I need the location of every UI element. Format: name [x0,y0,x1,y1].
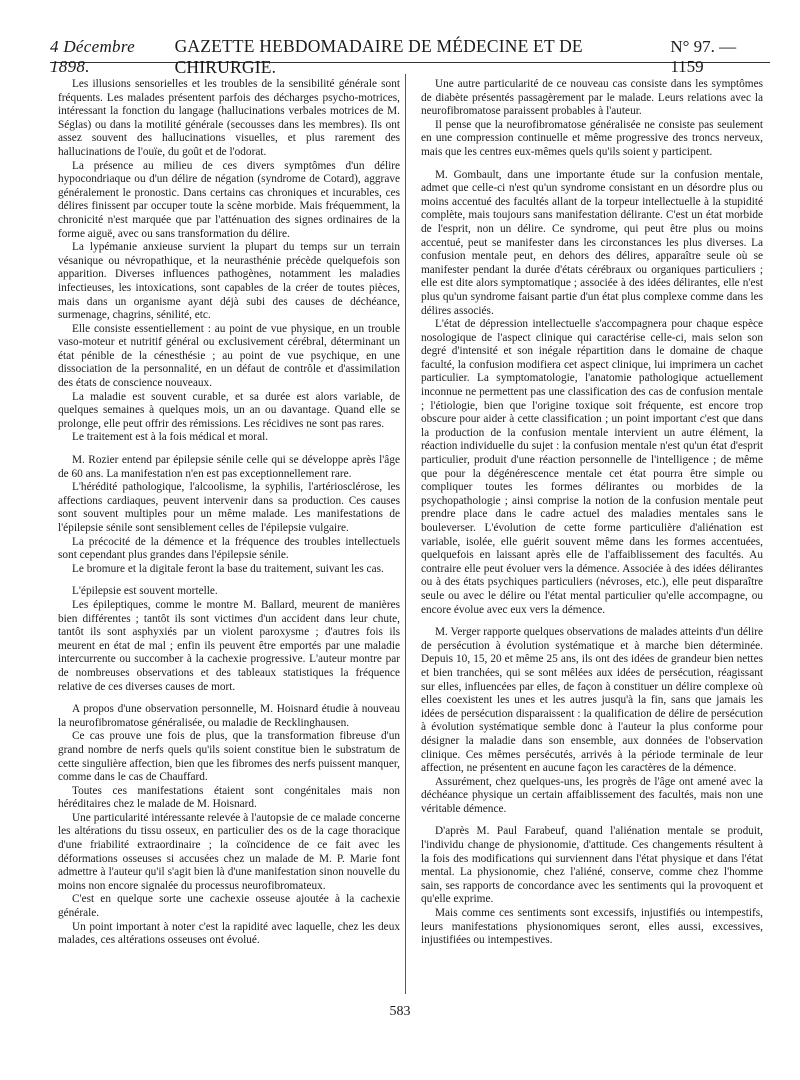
paragraph: La précocité de la démence et la fréquence des troubles intellectuels sont cependant plus grandes dans l'épilepsie sénile. [58,535,400,562]
paragraph: L'état de dépression intellectuelle s'accompagnera pour chaque espèce nosologique de l'aspect clinique qui caractérise celle-ci, mais selon son degré d'intensité et son inégale répartition dans le domaine de chaque faculté, la confusion modifiera cet aspect clinique, lui imprimera un cachet particulier. La symptomatologie, l'anatomie pathologique actuellement inconnue ne permettent pas une classification des cas de confusion mentale ; l'étiologie, bien que l'origine toxique soit fréquente, est encore trop obscure pour aider à cette classification ; un point important c'est que dans la production de la confusion mentale intervient un autre élément, la réaction individuelle du sujet : la confusion mentale n'est qu'un état d'esprit particulier, produit d'une réaction personnelle de l'intelligence ; de même que pour la dégénérescence mentale cet état pourra être simple ou compliquer toutes les formes délirantes ou morbides de la psychopathologie ; ainsi comprise la notion de la confusion mentale peut prendre place dans le cadre actuel des maladies mentales sans le bouleverser. L'évolution de cette forme particulière d'aliénation est variable, isolée, elle guérit souvent même dans les formes accentuées, quelquefois en laissant après elle de l'affaiblissement des facultés. Au contraire elle peut évoluer vers la démence. Associée à des idées délirantes ou à des états psychiques particuliers (névroses, etc.), elle peut disparaître seule ou avec le délire ou l'état mental particulier qu'elle accompagne, ou encore évolue avec eux vers la démence. [421,318,763,616]
page-number: 583 [389,1004,411,1019]
column-divider [405,74,406,994]
issue-number: N° 97. — 1159 [670,37,737,76]
paragraph: Une autre particularité de ce nouveau cas consiste dans les symptômes de diabète présentés passagèrement par le malade. Leurs relations avec la neurofibromatose paraissent probables à l'auteur. [421,78,763,118]
journal-title: GAZETTE HEBDOMADAIRE DE MÉDECINE ET DE CHIRURGIE. [174,36,583,77]
paragraph: L'hérédité pathologique, l'alcoolisme, la syphilis, l'artériosclérose, les affections cardiaques, peuvent intervenir dans sa production. Ces causes sont souvent multiples pour un même malade. Les manifestations de l'épilepsie sénile sont sensiblement celles de l'épilepsie vulgaire. [58,481,400,534]
paragraph: La lypémanie anxieuse survient la plupart du temps sur un terrain vésanique ou névropathique, et la neurasthénie précède quelquefois son apparition. Diverses influences pathogènes, notamment les maladies infectieuses, les intoxications, sont capables de la créer de toutes pièces, mais dans un organisme ayant déjà subi des causes de déchéance, surmenage, chagrins, sénilité, etc. [58,241,400,322]
paragraph: M. Verger rapporte quelques observations de malades atteints d'un délire de persécution à évolution systématique et à marche bien déterminée. Depuis 10, 15, 20 et même 25 ans, ils ont des idées de grandeur bien nettes et bien tranchées, qui se sont mêlées aux idées de persécution, réagissant sur elles, influencées par elles, de façon à constituer un délire complexe où elles coexistent les unes et les autres jusqu'à la fin, sans que jamais les idées de persécution disparaissent : la qualification de délire de persécution à évolution systématique semble donc à l'auteur la plus conforme pour désigner la maladie dans son ensemble, aux données de l'observation clinique. Ces mêmes persécutés, arrivés à la période terminale de leur affection, ne présentent en aucune façon les caractères de la démence. [421,626,763,775]
paragraph: La maladie est souvent curable, et sa durée est alors variable, de quelques semaines à quelques mois, un an ou davantage. Quand elle se prolonge, elle peut offrir des rémissions. Les récidives ne sont pas rares. [58,390,400,430]
paragraph: Elle consiste essentiellement : au point de vue physique, en un trouble vaso-moteur et nutritif général ou exclusivement cérébral, déterminant un état pénible de la cénesthésie ; au point de vue psychique, en une dissociation de la personnalité, en un défaut de contrôle et d'assimilation des états de conscience nouveaux. [58,322,400,390]
paragraph: L'épilepsie est souvent mortelle. [72,585,218,598]
left-column [58,78,400,998]
paragraph: Les épileptiques, comme le montre M. Ballard, meurent de manières bien différentes ; tantôt ils sont victimes d'un accident dans leur chute, tantôt ils sont asphyxiés par un violent paroxysme ; d'autres fois ils meurent en état de mal ; enfin ils peuvent être emportés par une maladie intercurrente ou succomber à la cachexie progressive. L'auteur montre par de nombreuses observations et des tableaux statistiques la fréquence relative de ces diverses causes de mort. [58,598,400,693]
paragraph: Le bromure et la digitale feront la base du traitement, suivant les cas. [72,562,384,575]
paragraph: Les illusions sensorielles et les troubles de la sensibilité générale sont fréquents. Les malades présentent parfois des décharges psycho-motrices, intéressant la fonction du langage (hallucinations verbales motrices de M. Séglas) ou dans la motilité générale (secousses dans les membres). Ils ont assez souvent des hallucinations visuelles, et plus rarement des hallucinations de l'ouïe, du goût et de l'odorat. [58,78,400,158]
running-header [50,36,770,77]
paragraph: M. Rozier entend par épilepsie sénile celle qui se développe après l'âge de 60 ans. La manifestation n'en est pas exceptionnellement rare. [58,454,400,480]
paragraph: Assurément, chez quelques-uns, les progrès de l'âge ont amené avec la déchéance physique un certain affaiblissement des facultés, mais non une véritable démence. [421,775,763,815]
paragraph: Toutes ces manifestations étaient sont congénitales mais non héréditaires chez le malade de M. Hoisnard. [58,784,400,811]
paragraph: Ce cas prouve une fois de plus, que la transformation fibreuse d'un grand nombre de nerfs quels qu'ils soient constitue bien le substratum de cette singulière affection, bien que les fibromes des nerfs puissent manquer, comme dans le cas de Chauffard. [58,730,400,784]
paragraph: A propos d'une observation personnelle, M. Hoisnard étudie à nouveau la neurofibromatose généralisée, ou maladie de Recklinghausen. [58,703,400,729]
paragraph: La présence au milieu de ces divers symptômes d'un délire hypocondriaque ou d'un délire de négation (syndrome de Cotard), aggrave généralement le pronostic. Dans certains cas chroniques et incurables, ces délires finissent par occuper toute la scène morbide. Mais fréquemment, la chronicité n'est marquée que par l'atténuation des signes ordinaires de la forme aiguë, avec ou sans transformation du délire. [58,159,400,240]
paragraph: Le traitement est à la fois médical et moral. [72,431,269,444]
paragraph: Il pense que la neurofibromatose généralisée ne consiste pas seulement en une compression continuelle et même progressive des troncs nerveux, mais que les centres eux-mêmes quels qu'ils soient y participent. [421,118,763,158]
right-column [421,78,763,998]
paragraph: D'après M. Paul Farabeuf, quand l'aliénation mentale se produit, l'individu change de physionomie, d'attitude. Ces changements résultent à la fois des modifications qui surviennent dans l'état physique et dans l'état mental. La physionomie, chez l'aliéné, conserve, comme chez l'homme sain, ses rapports de concordance avec les sentiments qui la provoquent et qu'elle exprime. [421,825,763,906]
paragraph: Mais comme ces sentiments sont excessifs, injustifiés ou intempestifs, leurs manifestations physionomiques seront, elles aussi, excessives, injustifiées ou intempestives. [421,907,763,947]
paragraph: Un point important à noter c'est la rapidité avec laquelle, chez les deux malades, ces altérations osseuses ont évolué. [58,920,400,947]
paragraph: C'est en quelque sorte une cachexie osseuse ajoutée à la cachexie générale. [58,893,400,920]
paragraph: Une particularité intéressante relevée à l'autopsie de ce malade concerne les altérations du tissu osseux, en particulier des os de la cage thoracique d'une friabilité extraordinaire ; la coïncidence de ce fait avec les déformations osseuses si accusées chez un malade de M. P. Marie font admettre à l'auteur qu'il s'agit bien là d'une manifestation sinon nouvelle du moins non encore signalée du processus neurofibromateux. [58,811,400,892]
header-date: 4 Décembre 1898. [50,37,135,76]
paragraph: M. Gombault, dans une importante étude sur la confusion mentale, admet que celle-ci n'est qu'un syndrome consistant en un désordre plus ou moins accentué des facultés allant de la torpeur intellectuelle à la stupidité complète, mais toujours sans manifestation délirante. C'est un état morbide de l'esprit, non un délire. Ce syndrome, qui peut être plus ou moins accentué, peut se manifester dans les circonstances les plus diverses. La confusion mentale peut, en dehors des délires, apparaître seule où se manifester pendant la durée d'états cérébraux ou organiques particuliers ; elle est dite alors symptomatique ; associée à des idées délirantes, elle n'est plus qu'un syndrome faisant partie d'un état plus complexe comme dans les délires associés. [421,168,763,317]
